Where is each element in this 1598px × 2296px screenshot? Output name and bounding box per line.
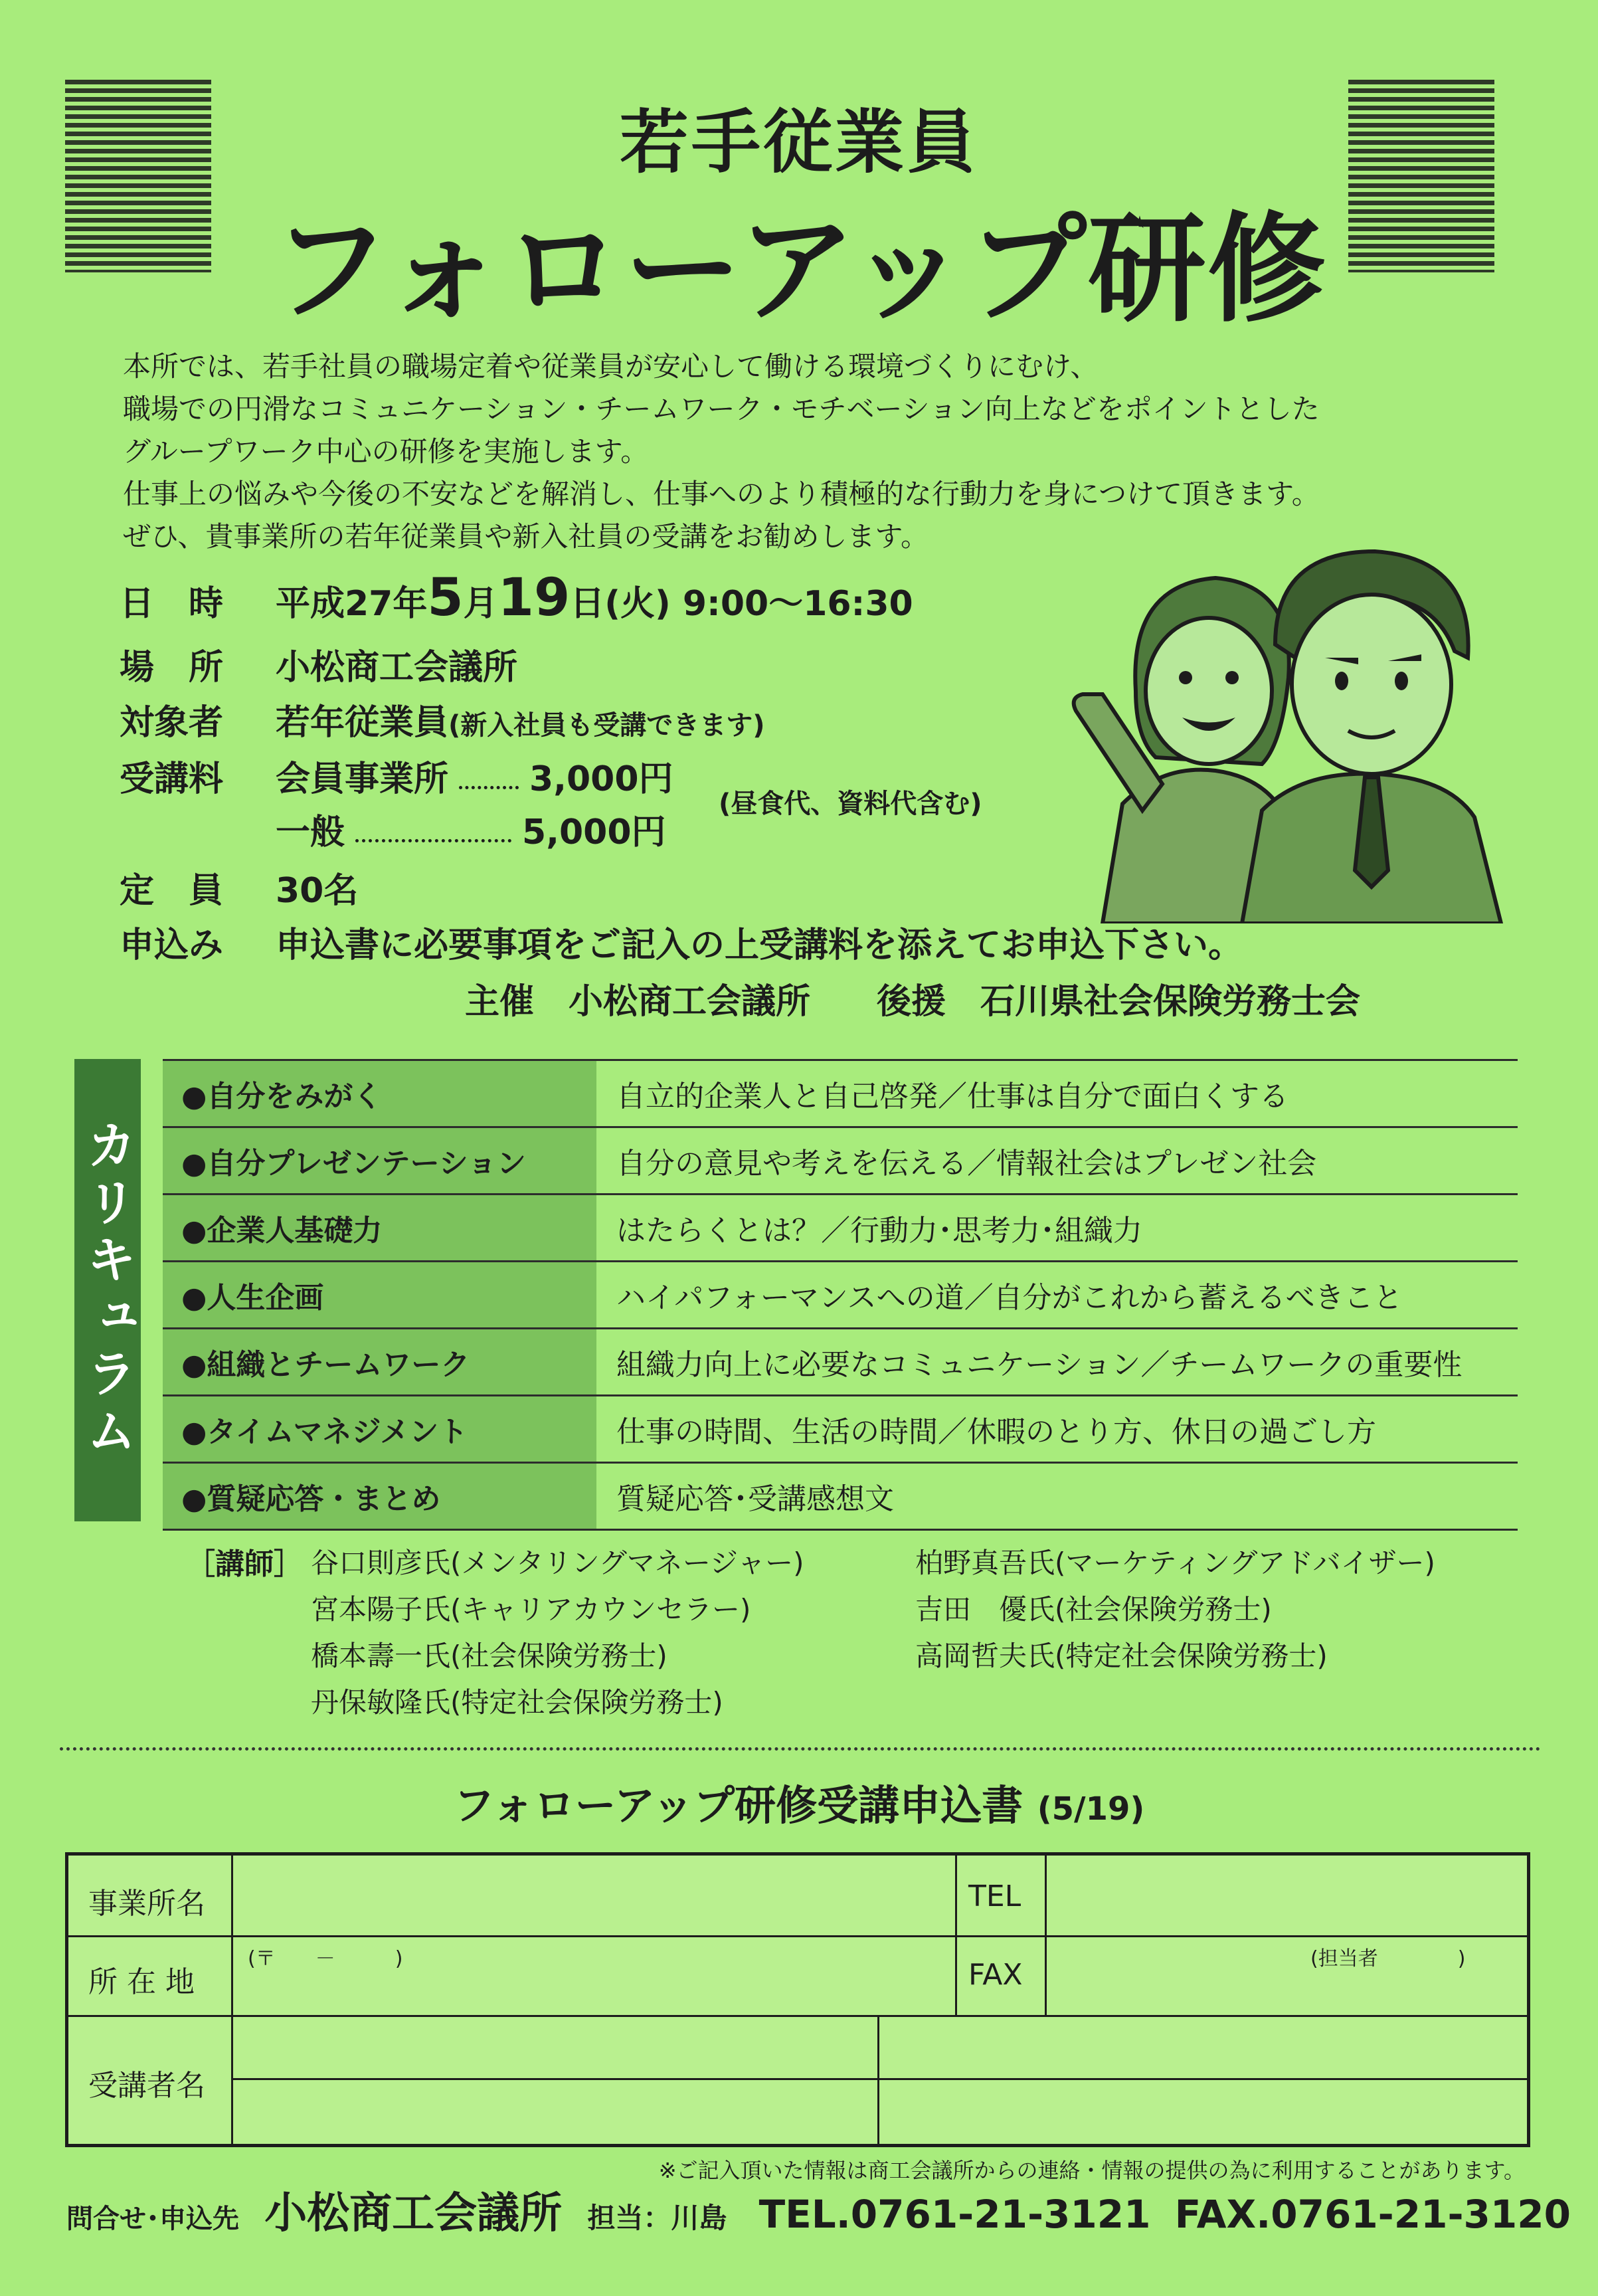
fee-member-label: 会員事業所 bbox=[276, 759, 449, 799]
form-title-text: フォローアップ研修受講申込書 bbox=[453, 1781, 1023, 1830]
trainee-field-2[interactable] bbox=[881, 2018, 1526, 2077]
intro-line: 本所では、若手社員の職場定着や従業員が安心して働ける環境づくりにむけ、 bbox=[123, 350, 1099, 383]
trainee-field-1[interactable] bbox=[234, 2018, 875, 2077]
fee-general-value: 5,000円 bbox=[522, 813, 666, 852]
company-field[interactable] bbox=[234, 1856, 954, 1934]
curriculum-topic: ●自分をみがく bbox=[163, 1060, 596, 1127]
tel-field[interactable] bbox=[1048, 1856, 1526, 1934]
date-month: 5 bbox=[427, 568, 464, 628]
target-label: 対象者 bbox=[120, 703, 224, 743]
postal-hint: (〒 － ) bbox=[248, 1947, 403, 1970]
target-note: (新入社員も受講できます) bbox=[448, 710, 765, 741]
curriculum-content: ハイパフォーマンスへの道／自分がこれから蓄えるべきこと bbox=[596, 1262, 1518, 1329]
curriculum-label: カリキュラム bbox=[78, 1119, 137, 1462]
fee-label: 受講料 bbox=[120, 759, 224, 799]
instructor: 宮本陽子氏(キャリアカウンセラー) bbox=[311, 1593, 751, 1626]
footer-contact bbox=[66, 2179, 1571, 2240]
date-month-unit: 月 bbox=[463, 584, 498, 624]
curriculum-content: 自立的企業人と自己啓発／仕事は自分で面白くする bbox=[596, 1060, 1518, 1127]
date-label: 日 時 bbox=[120, 584, 224, 624]
table-row bbox=[163, 1127, 1518, 1195]
capacity-row bbox=[120, 862, 358, 912]
apply-value: 申込書に必要事項をご記入の上受講料を添えてお申込下さい。 bbox=[276, 925, 1243, 965]
form-title-date: (5/19) bbox=[1037, 1790, 1145, 1828]
table-row bbox=[163, 1329, 1518, 1396]
trainee-field-3[interactable] bbox=[234, 2081, 875, 2143]
fee-note: (昼食代、資料代含む) bbox=[719, 789, 982, 819]
privacy-note: ※ご記入頂いた情報は商工会議所からの連絡・情報の提供の為に利用することがあります。 bbox=[658, 2158, 1525, 2183]
curriculum-topic: ●組織とチームワーク bbox=[163, 1329, 596, 1396]
contact-tel: TEL.0761-21-3121 bbox=[758, 2192, 1151, 2237]
curriculum-table bbox=[163, 1059, 1518, 1531]
intro-line: 仕事上の悩みや今後の不安などを解消し、仕事へのより積極的な行動力を身につけて頂きます。 bbox=[123, 478, 1320, 510]
address-label: 所 在 地 bbox=[88, 1965, 195, 1999]
target-row bbox=[120, 694, 765, 744]
instructor: 橋本壽一氏(社会保険労務士) bbox=[311, 1640, 667, 1672]
place-value: 小松商工会議所 bbox=[276, 648, 518, 688]
page-title: フォローアップ研修 bbox=[271, 201, 1327, 338]
instructor: 吉田 優氏(社会保険労務士) bbox=[915, 1593, 1272, 1626]
leader-dots bbox=[355, 827, 511, 842]
date-prefix: 平成27年 bbox=[276, 584, 428, 624]
intro-line: グループワーク中心の研修を実施します。 bbox=[123, 435, 649, 468]
tel-label: TEL bbox=[968, 1879, 1021, 1913]
fax-field[interactable] bbox=[1048, 1938, 1526, 2014]
table-row bbox=[163, 1195, 1518, 1262]
fee-member-value: 3,000円 bbox=[529, 759, 673, 799]
supporter: 後援 石川県社会保険労務士会 bbox=[877, 982, 1361, 1022]
contact-org: 小松商工会議所 bbox=[264, 2189, 563, 2238]
fax-label: FAX bbox=[968, 1958, 1023, 1992]
business-people-illustration bbox=[1063, 525, 1528, 923]
trainee-field-4[interactable] bbox=[881, 2081, 1526, 2143]
cut-line bbox=[60, 1747, 1541, 1751]
organizer-row bbox=[465, 973, 1360, 1023]
intro-line: 職場での円滑なコミュニケーション・チームワーク・モチベーション向上などをポイントとした bbox=[123, 393, 1320, 425]
leader-dots bbox=[459, 774, 519, 789]
intro-line: ぜひ、貴事業所の若年従業員や新入社員の受講をお勧めします。 bbox=[123, 520, 929, 553]
instructors-label: ［講師］ bbox=[186, 1547, 303, 1581]
instructor: 高岡哲夫氏(特定社会保険労務士) bbox=[915, 1640, 1328, 1672]
place-label: 場 所 bbox=[120, 648, 224, 688]
curriculum-topic: ●自分プレゼンテーション bbox=[163, 1127, 596, 1195]
fee-general-row bbox=[120, 804, 666, 854]
application-form bbox=[65, 1852, 1530, 2147]
page-subtitle: 若手従業員 bbox=[619, 102, 978, 183]
curriculum-topic: ●タイムマネジメント bbox=[163, 1396, 596, 1463]
apply-label: 申込み bbox=[120, 925, 224, 965]
curriculum-content: 質疑応答･受講感想文 bbox=[596, 1463, 1518, 1530]
date-suffix: 日(火) 9:00〜16:30 bbox=[570, 584, 913, 624]
fee-general-label: 一般 bbox=[276, 813, 345, 852]
curriculum-topic: ●企業人基礎力 bbox=[163, 1195, 596, 1262]
curriculum-content: はたらくとは？／行動力･思考力･組織力 bbox=[596, 1195, 1518, 1262]
capacity-value: 30名 bbox=[276, 871, 359, 911]
contact-person: 担当：川島 bbox=[587, 2202, 727, 2234]
capacity-label: 定 員 bbox=[120, 871, 224, 911]
organizer: 主催 小松商工会議所 bbox=[465, 982, 811, 1022]
table-row bbox=[163, 1262, 1518, 1329]
trainee-label: 受講者名 bbox=[88, 2069, 205, 2103]
table-row bbox=[163, 1060, 1518, 1127]
date-row bbox=[120, 568, 913, 628]
curriculum-topic: ●質疑応答・まとめ bbox=[163, 1463, 596, 1530]
target-value: 若年従業員 bbox=[276, 703, 449, 743]
curriculum-content: 組織力向上に必要なコミュニケーション／チームワークの重要性 bbox=[596, 1329, 1518, 1396]
place-row bbox=[120, 639, 517, 689]
instructor: 丹保敏隆氏(特定社会保険労務士) bbox=[311, 1686, 723, 1719]
curriculum-band bbox=[74, 1059, 141, 1521]
company-label: 事業所名 bbox=[88, 1887, 205, 1921]
contact-fax: FAX.0761-21-3120 bbox=[1174, 2192, 1571, 2237]
curriculum-topic: ●人生企画 bbox=[163, 1262, 596, 1329]
apply-row bbox=[120, 917, 1243, 967]
date-day: 19 bbox=[497, 568, 571, 628]
fee-member-row bbox=[120, 751, 673, 801]
instructor: 谷口則彦氏(メンタリングマネージャー) bbox=[311, 1547, 804, 1579]
curriculum-content: 自分の意見や考えを伝える／情報社会はプレゼン社会 bbox=[596, 1127, 1518, 1195]
table-row bbox=[163, 1463, 1518, 1530]
contact-hint: (担当者 ) bbox=[1310, 1947, 1466, 1970]
contact-label: 問合せ･申込先 bbox=[66, 2204, 239, 2234]
address-field[interactable] bbox=[234, 1938, 954, 2014]
table-row bbox=[163, 1396, 1518, 1463]
form-title bbox=[0, 1772, 1598, 1832]
instructor: 柏野真吾氏(マーケティングアドバイザー) bbox=[915, 1547, 1435, 1579]
curriculum-content: 仕事の時間、生活の時間／休暇のとり方、休日の過ごし方 bbox=[596, 1396, 1518, 1463]
